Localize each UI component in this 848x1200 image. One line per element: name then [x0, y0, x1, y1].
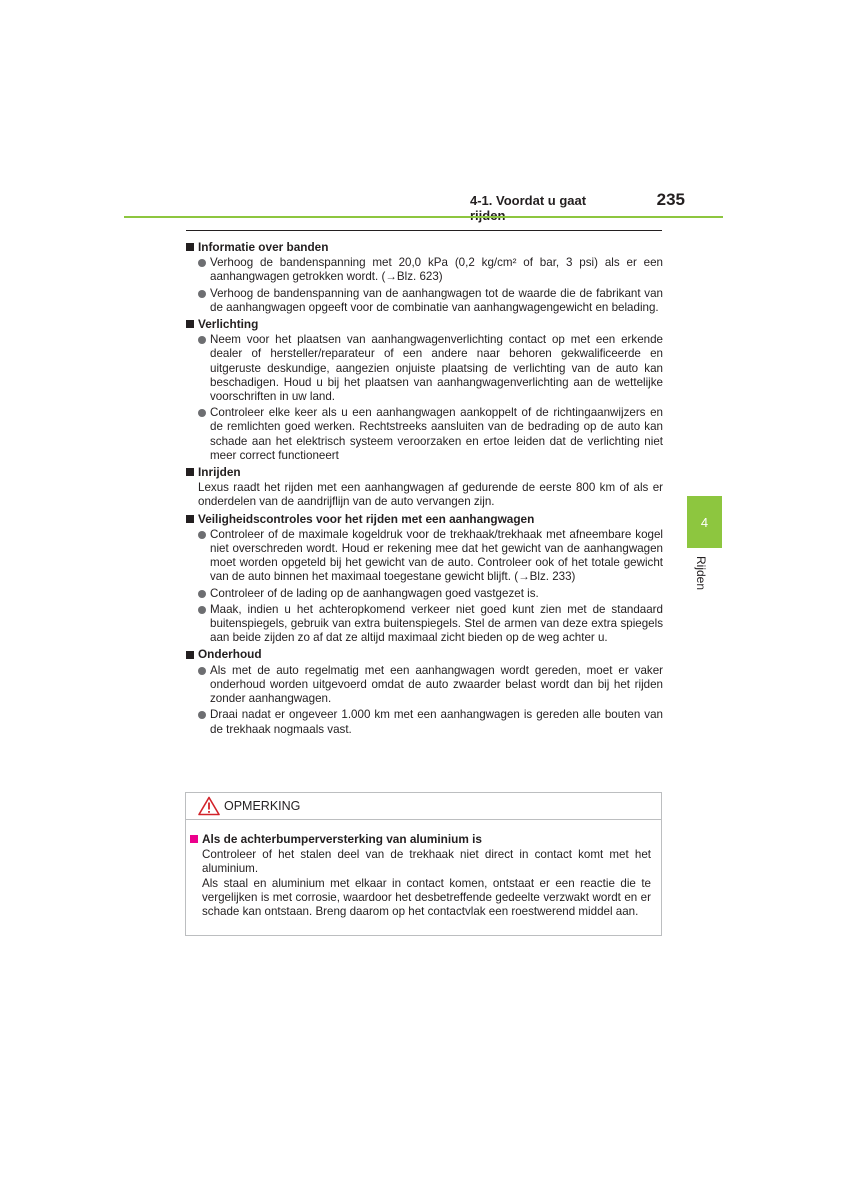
list-item: Maak, indien u het achteropkomend verkeer niet goed kunt zien met de standaard buitenspiegels, gebruik van extra buitenspiegels. Stel de armen van deze extra spiegels aan beide zijden zo af dat ze altijd maximaal zicht bieden op de weg achter u. — [186, 603, 663, 646]
paragraph: Lexus raadt het rijden met een aanhangwagen af gedurende de eerste 800 km of als er onderdelen van de aandrijflijn van de auto vervangen zijn. — [198, 481, 663, 509]
notice-body — [186, 820, 661, 919]
chapter-tab-label: Rijden — [694, 556, 708, 591]
section-heading: Veiligheidscontroles voor het rijden met een aanhangwagen — [186, 512, 663, 526]
paragraph: Als staal en aluminium met elkaar in contact komen, ontstaat er een reactie die te vergelijken is met corrosie, waardoor het desbetreffende gedeelte verzwakt wordt en er schade kan ontstaan. Breng daarom op het contactvlak een roestwerend middel aan. — [202, 876, 651, 919]
section-safety-checks — [186, 512, 663, 646]
notice-title: OPMERKING — [224, 799, 301, 813]
section-lighting — [186, 317, 663, 463]
header-divider — [124, 216, 723, 218]
chapter-tab-number: 4 — [700, 514, 709, 530]
square-bullet-icon — [186, 468, 194, 476]
list-item: Controleer of de lading op de aanhangwagen goed vastgezet is. — [186, 587, 663, 601]
square-bullet-icon — [186, 651, 194, 659]
section-heading: Informatie over banden — [186, 240, 663, 254]
square-bullet-icon — [186, 320, 194, 328]
list-item: Draai nadat er ongeveer 1.000 km met een aanhangwagen is gereden alle bouten van de trekhaak nogmaals vast. — [186, 708, 663, 736]
list-item: Neem voor het plaatsen van aanhangwagenverlichting contact op met een erkende dealer of hersteller/reparateur of een andere naar behoren gekwalificeerde en uitgeruste deskundige, aangezien onjuiste plaatsing de verlichting van de auto kan beschadigen. Houd u bij het plaatsen van aanhangwagenverlichting aan de wettelijke voorschriften in uw land. — [186, 333, 663, 404]
square-bullet-icon — [190, 835, 198, 843]
page-number: 235 — [656, 190, 685, 209]
paragraph: Controleer of het stalen deel van de trekhaak niet direct in contact komt met het aluminium. — [202, 848, 651, 876]
page-header — [470, 190, 685, 214]
square-bullet-icon — [186, 515, 194, 523]
section-tires — [186, 240, 663, 315]
section-maintenance — [186, 647, 663, 736]
chapter-tab — [687, 496, 722, 548]
list-item: Als met de auto regelmatig met een aanhangwagen wordt gereden, moet er vaker onderhoud worden uitgevoerd omdat de auto zwaarder belast wordt dan bij het rijden zonder aanhangwagen. — [186, 664, 663, 707]
list-item: Verhoog de bandenspanning van de aanhangwagen tot de waarde die de fabrikant van de aanhangwagen opgeeft voor de combinatie van aanhangwagengewicht en belading. — [186, 287, 663, 315]
list-item: Controleer of de maximale kogeldruk voor de trekhaak/trekhaak met afneembare kogel niet overschreden wordt. Houd er rekening mee dat het gewicht van de aanhangwagen moet worden opgeteld bij het gewicht van de auto. Controleer ook of het totale gewicht van de auto binnen het maximaal toegestane gewicht blijft. (→Blz. 233) — [186, 528, 663, 585]
section-breaking-in — [186, 465, 663, 510]
section-heading: Onderhoud — [186, 647, 663, 661]
section-heading: Verlichting — [186, 317, 663, 331]
main-content — [186, 238, 663, 739]
content-divider — [186, 230, 662, 231]
square-bullet-icon — [186, 243, 194, 251]
section-heading: Inrijden — [186, 465, 663, 479]
warning-icon — [198, 796, 220, 816]
notice-header — [186, 793, 661, 820]
list-item: Controleer elke keer als u een aanhangwagen aankoppelt of de richtingaanwijzers en de remlichten goed werken. Rechtstreeks aansluiten van de bedrading op de auto kan schade aan het elektrisch systeem veroorzaken en ertoe leiden dat de verlichting niet meer correct functioneert — [186, 406, 663, 463]
notice-heading: Als de achterbumperversterking van aluminium is — [190, 832, 651, 846]
chapter-title: 4-1. Voordat u gaat — [470, 193, 587, 208]
list-item: Verhoog de bandenspanning met 20,0 kPa (0,2 kg/cm² of bar, 3 psi) als er een aanhangwagen getrokken wordt. (→Blz. 623) — [186, 256, 663, 284]
notice-box — [185, 792, 662, 936]
